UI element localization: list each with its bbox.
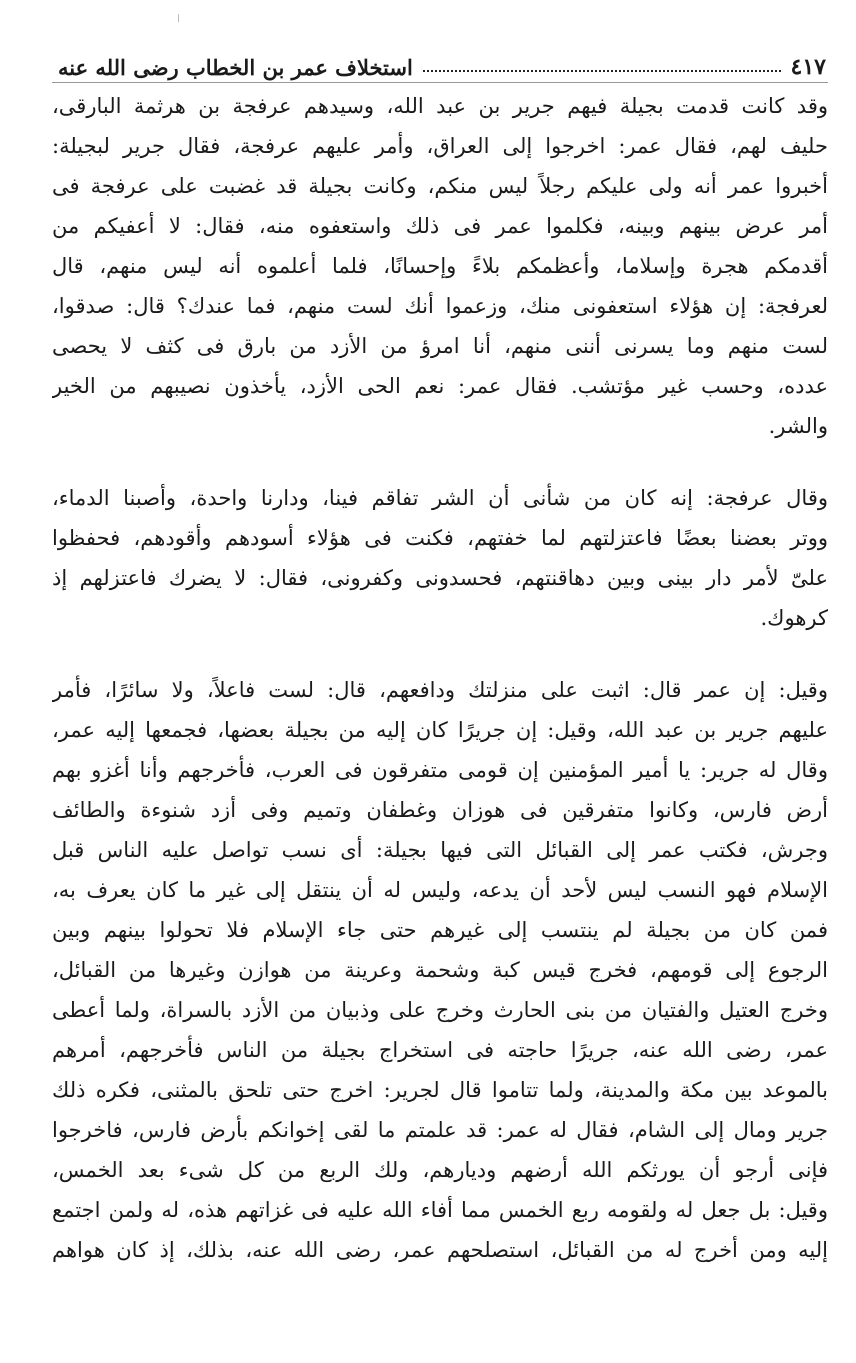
text-line: جرير ومال إلى الشام، فقال له عمر: قد علمتم ما لقى إخوانكم بأرض فارس، فاخرجوا <box>52 1118 828 1142</box>
text-line: أمر عرض بينهم وبينه، فكلموا عمر فى ذلك واستعفوه منه، فقال: لا أعفيكم من <box>52 214 828 238</box>
text-line: وقال له جرير: يا أمير المؤمنين إن قومى متفرقون فى العرب، فأخرجهم وأنا أغزو بهم <box>52 758 828 782</box>
text-line: علىّ لأمر دار بينى وبين دهاقنتهم، فحسدونى وكفرونى، فقال: لا يضرك فاعتزلهم إذ <box>52 566 828 590</box>
paragraph-gap <box>52 446 828 478</box>
text-line: والشر. <box>768 414 828 438</box>
text-line: وقيل: بل جعل له ولقومه ربع الخمس مما أفاء الله عليه فى غزاتهم هذه، له ولمن اجتمع <box>52 1198 828 1222</box>
text-line: بالموعد بين مكة والمدينة، ولما تتاموا قال لجرير: اخرج حتى تلحق بالمثنى، فكره ذلك <box>52 1078 828 1102</box>
text-line: عليهم جرير بن عبد الله، وقيل: إن جريرًا كان إليه من بجيلة بعضها، فجمعها إليه عمر، <box>52 718 828 742</box>
text-line: أرض فارس، وكانوا متفرقين فى هوزان وغطفان وتميم وفى أزد شنوءة والطائف <box>52 798 828 822</box>
text-line: وقد كانت قدمت بجيلة فيهم جرير بن عبد الله، وسيدهم عرفجة بن هرثمة البارقى، <box>52 94 828 118</box>
page-body <box>52 86 828 1270</box>
text-line: حليف لهم، فقال عمر: اخرجوا إلى العراق، وأمر عليهم عرفجة، فقال جرير لبجيلة: <box>52 134 828 158</box>
scan-mark <box>178 14 179 22</box>
text-line: وقيل: إن عمر قال: اثبت على منزلتك ودافعهم، قال: لست فاعلاً، ولا سائرًا، فأمر <box>52 678 828 702</box>
text-line: الإسلام فهو النسب ليس لأحد أن يدعه، وليس له أن ينتقل إلى غير ما كان يعرف به، <box>52 878 828 902</box>
page-number: ٤١٧ <box>790 54 826 80</box>
paragraph-1 <box>52 86 828 446</box>
header-rule <box>52 82 828 83</box>
text-line: وخرج العتيل والفتيان من بنى الحارث وخرج على وذبيان من الأزد بالسراة، ولما أعطى <box>52 998 828 1022</box>
text-line: كرهوك. <box>760 606 828 630</box>
text-line: لعرفجة: إن هؤلاء استعفونى منك، وزعموا أنك لست منهم، فما عندك؟ قال: صدقوا، <box>52 294 828 318</box>
text-line: وقال عرفجة: إنه كان من شأنى أن الشر تفاقم فينا، ودارنا واحدة، وأصبنا الدماء، <box>52 486 828 510</box>
text-line: فمن كان من بجيلة لم ينتسب إلى غيرهم حتى جاء الإسلام فلا تحولوا بينهم وبين <box>52 918 828 942</box>
text-line: أقدمكم هجرة وإسلاما، وأعظمكم بلاءً وإحسانًا، فلما أعلموه أنه ليس منهم، قال <box>52 254 828 278</box>
paragraph-2 <box>52 478 828 638</box>
text-line: فإنى أرجو أن يورثكم الله أرضهم وديارهم، ولك الربع من كل شىء بعد الخمس، <box>52 1158 828 1182</box>
paragraph-gap <box>52 638 828 670</box>
text-line: الرجوع إلى قومهم، فخرج قيس كبة وشحمة وعرينة من هوازن وغيرها من القبائل، <box>52 958 828 982</box>
running-header <box>58 40 826 80</box>
text-line: عدده، وحسب غير مؤتشب. فقال عمر: نعم الحى الأزد، يأخذون نصيبهم من الخير <box>52 374 828 398</box>
text-line: وجرش، فكتب عمر إلى القبائل التى فيها بجيلة: أى نسب تواصل عليه الناس قبل <box>52 838 828 862</box>
paragraph-3 <box>52 670 828 1270</box>
text-line: إليه ومن أخرج له من القبائل، استصلحهم عمر، رضى الله عنه، بذلك، إذ كان هواهم <box>52 1238 828 1262</box>
dot-leader <box>423 70 781 72</box>
text-line: عمر، رضى الله عنه، جريرًا حاجته فى استخراج بجيلة من الناس فأخرجهم، أمرهم <box>52 1038 828 1062</box>
text-line: لست منهم وما يسرنى أننى منهم، أنا امرؤ من الأزد من بارق فى كثف لا يحصى <box>52 334 828 358</box>
text-line: أخبروا عمر أنه ولى عليكم رجلاً ليس منكم، وكانت بجيلة قد غضبت على عرفجة فى <box>52 174 828 198</box>
text-line: ووتر بعضنا بعضًا فاعتزلتهم لما خفتهم، فكنت فى هؤلاء أسودهم وأقودهم، فحفظوا <box>52 526 828 550</box>
chapter-title: استخلاف عمر بن الخطاب رضى الله عنه <box>58 55 413 80</box>
